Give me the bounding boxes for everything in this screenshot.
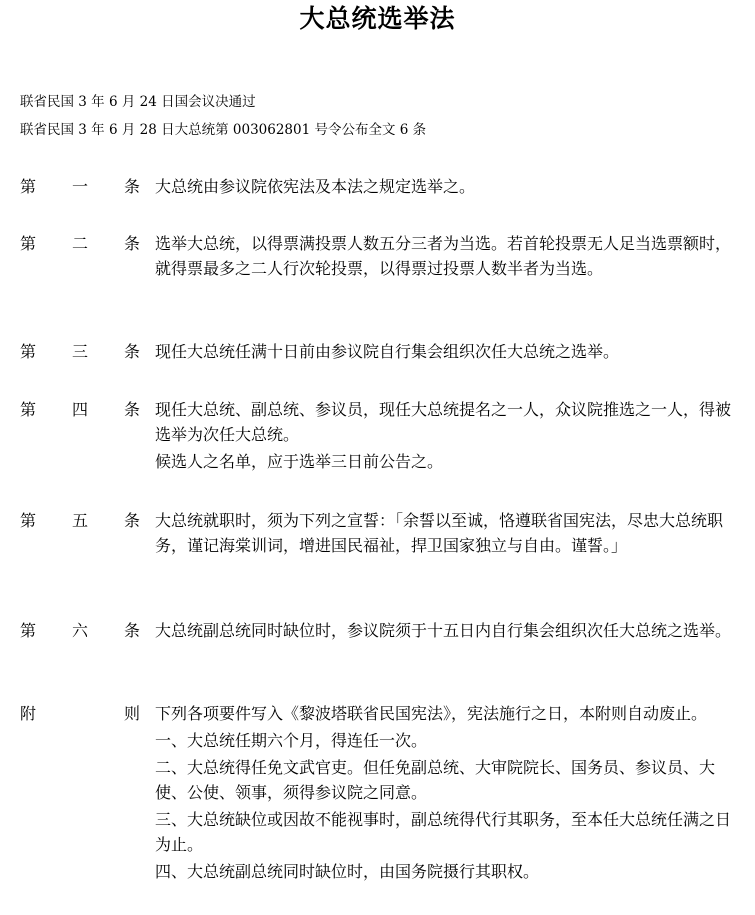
article-body	[155, 618, 740, 645]
article-paragraph: 下列各项要件写入《黎波塔联省民国宪法》，宪法施行之日，本附则自动废止。	[155, 704, 708, 723]
document-meta	[20, 88, 426, 144]
article-paragraph: 一、大总统任期六个月，得连任一次。	[155, 731, 428, 750]
article-paragraph: 选举大总统，以得票满投票人数五分三者为当选。若首轮投票无人足当选票额时，就得票最多之二人行次轮投票，以得票过投票人数半者为当选。	[155, 234, 732, 278]
article-paragraph: 二、大总统得任免文武官吏。但任免副总统、大审院院长、国务员、参议员、大使、公使、领事，须得参议院之同意。	[155, 758, 716, 802]
meta-line-promulgated: 联省民国 3 年 6 月 28 日大总统第 003062801 号令公布全文 6 条	[20, 122, 427, 138]
article-body	[155, 397, 740, 476]
article-body	[155, 231, 740, 283]
article-body	[155, 339, 740, 366]
article-body	[155, 508, 740, 560]
article-label: 第 六 条	[20, 621, 140, 640]
article-paragraph: 大总统由参议院依宪法及本法之规定选举之。	[155, 177, 476, 196]
article-paragraph: 大总统副总统同时缺位时，参议院须于十五日内自行集会组织次任大总统之选举。	[155, 621, 732, 640]
article-label: 第 一 条	[20, 177, 140, 196]
article-body	[155, 174, 740, 201]
article-paragraph: 候选人之名单，应于选举三日前公告之。	[155, 452, 444, 471]
article-body	[155, 701, 740, 886]
meta-line-passed: 联省民国 3 年 6 月 24 日国会议决通过	[20, 94, 256, 110]
article-paragraph: 现任大总统、副总统、参议员，现任大总统提名之一人，众议院推选之一人，得被选举为次任大总统。	[155, 400, 732, 444]
article-3	[20, 339, 740, 366]
supplementary-provisions	[20, 701, 740, 886]
article-label: 附 则	[20, 704, 140, 723]
article-label: 第 五 条	[20, 511, 140, 530]
article-6	[20, 618, 740, 645]
article-1	[20, 174, 740, 201]
article-paragraph: 大总统就职时，须为下列之宣誓：「余誓以至诚，恪遵联省国宪法，尽忠大总统职务，谨记海棠训词，增进国民福祉，捍卫国家独立与自由。谨誓。」	[155, 511, 724, 555]
article-label: 第 二 条	[20, 234, 140, 253]
page-title: 大总统选举法	[299, 4, 456, 33]
article-paragraph: 三、大总统缺位或因故不能视事时，副总统得代行其职务，至本任大总统任满之日为止。	[155, 810, 732, 854]
article-5	[20, 508, 740, 560]
article-4	[20, 397, 740, 476]
article-2	[20, 231, 740, 283]
article-label: 第 四 条	[20, 400, 140, 419]
article-paragraph: 现任大总统任满十日前由参议院自行集会组织次任大总统之选举。	[155, 342, 620, 361]
article-label: 第 三 条	[20, 342, 140, 361]
article-paragraph: 四、大总统副总统同时缺位时，由国务院摄行其职权。	[155, 862, 540, 881]
